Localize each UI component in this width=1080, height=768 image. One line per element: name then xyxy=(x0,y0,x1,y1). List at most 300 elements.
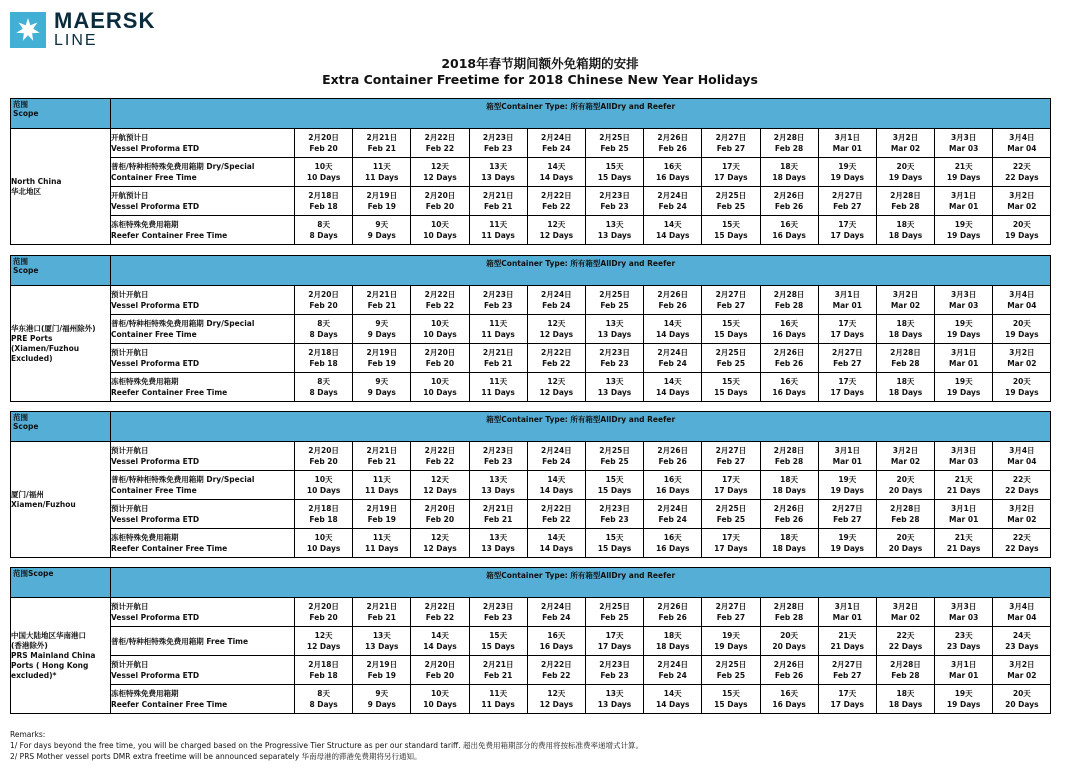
value-cn: 2月28日 xyxy=(773,133,805,142)
value-cn: 2月22日 xyxy=(541,191,572,200)
value-en: 13 Days xyxy=(597,700,632,709)
region-label: PRE Ports xyxy=(11,333,53,343)
region-label: Xiamen/Fuzhou xyxy=(11,499,76,509)
logo-text xyxy=(54,10,155,49)
value-en: Mar 02 xyxy=(1007,515,1037,524)
row-label-line: 预计开航日 xyxy=(111,660,149,669)
value-en: 20 Days xyxy=(772,642,806,651)
value-en: Mar 03 xyxy=(949,301,979,310)
value-cn: 3月2日 xyxy=(1009,660,1035,669)
value-cell xyxy=(876,315,934,344)
value-cell xyxy=(993,158,1051,187)
value-cn: 20天 xyxy=(896,533,915,542)
row-label-line: Reefer Container Free Time xyxy=(111,231,228,240)
value-cn: 13天 xyxy=(605,689,624,698)
remark-item: 1/ For days beyond the free time, you will be charged based on the Progressive Tier Structure as per our standard tariff. 超出免费用箱期部分的费用将按标准费率递增式计算。 xyxy=(10,741,643,750)
region-label: (Xiamen/Fuzhou xyxy=(11,343,80,353)
row-label xyxy=(111,685,295,714)
value-cell xyxy=(585,216,643,245)
value-cell xyxy=(353,373,411,402)
value-en: 11 Days xyxy=(481,231,515,240)
region-label: 华东港口(厦门/福州除外) xyxy=(11,323,96,333)
value-cell xyxy=(353,315,411,344)
value-cn: 2月23日 xyxy=(482,602,514,611)
value-cell xyxy=(760,529,818,558)
value-en: 15 Days xyxy=(481,642,515,651)
value-cell xyxy=(411,529,469,558)
value-cn: 16天 xyxy=(663,475,682,484)
value-cell xyxy=(295,158,353,187)
value-cell xyxy=(876,158,934,187)
row-label-line: 预计开航日 xyxy=(111,348,149,357)
value-cell xyxy=(469,627,527,656)
row-label-line: Vessel Proforma ETD xyxy=(111,359,200,368)
title-english: Extra Container Freetime for 2018 Chinese New Year Holidays xyxy=(322,72,758,87)
value-cn: 17天 xyxy=(838,689,857,698)
scope-header-cell xyxy=(11,412,111,442)
value-cn: 17天 xyxy=(721,533,740,542)
value-cell xyxy=(295,685,353,714)
value-cell xyxy=(818,442,876,471)
value-cn: 2月18日 xyxy=(308,191,339,200)
value-cn: 14天 xyxy=(547,533,566,542)
value-en: 15 Days xyxy=(714,330,748,339)
value-cell xyxy=(818,373,876,402)
scope-label: 范围 xyxy=(13,257,28,266)
table-row xyxy=(11,598,1051,627)
value-en: 9 Days xyxy=(367,388,396,397)
value-cell xyxy=(993,471,1051,500)
value-cell xyxy=(644,315,702,344)
value-cell xyxy=(935,373,993,402)
value-cn: 2月23日 xyxy=(599,660,630,669)
value-en: 11 Days xyxy=(481,388,515,397)
value-en: Feb 21 xyxy=(367,457,396,466)
value-cn: 2月25日 xyxy=(715,191,747,200)
container-type-header: 箱型Container Type: 所有箱型AllDry and Reefer xyxy=(111,99,1051,129)
value-cn: 19天 xyxy=(838,533,857,542)
value-cell xyxy=(702,627,760,656)
value-en: 18 Days xyxy=(888,700,923,709)
value-cn: 23天 xyxy=(954,631,973,640)
value-cn: 2月23日 xyxy=(482,290,514,299)
value-cn: 2月27日 xyxy=(715,290,747,299)
value-cn: 15天 xyxy=(489,631,508,640)
value-en: 19 Days xyxy=(946,173,981,182)
value-cn: 14天 xyxy=(663,220,682,229)
value-en: 8 Days xyxy=(309,231,338,240)
value-en: Feb 27 xyxy=(716,144,746,153)
value-cell xyxy=(411,442,469,471)
value-cn: 16天 xyxy=(547,631,566,640)
value-cell xyxy=(295,344,353,373)
value-en: 12 Days xyxy=(539,231,574,240)
value-cn: 2月28日 xyxy=(890,191,921,200)
row-label-line: 普柜/特种柜特殊免费用箱期 Dry/Special xyxy=(111,162,255,171)
value-cell xyxy=(585,286,643,315)
value-cell xyxy=(818,158,876,187)
row-label-line: 冻柜特殊免费用箱期 xyxy=(111,689,179,698)
value-cell xyxy=(818,685,876,714)
value-cn: 2月26日 xyxy=(657,290,689,299)
region-cell xyxy=(11,286,111,402)
value-cn: 10天 xyxy=(431,377,449,386)
value-en: Feb 23 xyxy=(483,613,513,622)
value-cell xyxy=(644,216,702,245)
value-cn: 16天 xyxy=(780,220,799,229)
value-en: 14 Days xyxy=(539,486,574,495)
value-en: Feb 23 xyxy=(600,515,629,524)
value-cn: 2月21日 xyxy=(482,191,514,200)
row-label-line: Vessel Proforma ETD xyxy=(111,202,200,211)
value-cn: 2月26日 xyxy=(773,504,805,513)
value-cell xyxy=(411,129,469,158)
value-en: Mar 02 xyxy=(890,301,921,310)
value-en: 18 Days xyxy=(655,642,690,651)
value-cell xyxy=(760,344,818,373)
value-cell xyxy=(702,656,760,685)
table-row xyxy=(11,627,1051,656)
value-cell xyxy=(818,315,876,344)
value-en: 18 Days xyxy=(772,173,806,182)
value-cn: 3月3日 xyxy=(950,133,977,142)
value-cn: 18天 xyxy=(896,377,915,386)
value-en: Feb 20 xyxy=(425,515,455,524)
value-en: 19 Days xyxy=(830,544,865,553)
value-en: 16 Days xyxy=(772,231,806,240)
value-cn: 2月25日 xyxy=(715,660,747,669)
row-label-line: 预计开航日 xyxy=(111,504,149,513)
value-en: Mar 01 xyxy=(832,144,862,153)
row-label xyxy=(111,373,295,402)
value-cn: 17天 xyxy=(838,319,857,328)
value-en: Feb 19 xyxy=(367,202,396,211)
value-cell xyxy=(411,627,469,656)
table-row xyxy=(11,344,1051,373)
value-cell xyxy=(644,344,702,373)
value-en: Mar 03 xyxy=(949,144,979,153)
scope-header-row xyxy=(11,99,1051,129)
value-cn: 3月3日 xyxy=(950,446,977,455)
value-cn: 12天 xyxy=(547,220,566,229)
value-cn: 2月28日 xyxy=(890,504,921,513)
value-cn: 11天 xyxy=(489,319,508,328)
value-en: 11 Days xyxy=(365,173,399,182)
region-label: 华北地区 xyxy=(11,186,41,196)
value-cn: 17天 xyxy=(605,631,624,640)
value-en: 12 Days xyxy=(306,642,341,651)
value-cell xyxy=(935,471,993,500)
value-cell xyxy=(876,187,934,216)
value-en: Feb 20 xyxy=(309,457,338,466)
row-label-line: Reefer Container Free Time xyxy=(111,544,228,553)
scope-header-cell xyxy=(11,99,111,129)
value-en: Feb 25 xyxy=(600,144,629,153)
value-cell xyxy=(295,500,353,529)
value-cn: 2月22日 xyxy=(541,348,572,357)
value-cell xyxy=(585,442,643,471)
value-cn: 2月26日 xyxy=(657,446,689,455)
value-cell xyxy=(295,529,353,558)
region-cell xyxy=(11,598,111,714)
value-cn: 20天 xyxy=(1012,220,1031,229)
value-en: Feb 23 xyxy=(483,301,513,310)
value-en: 10 Days xyxy=(423,231,457,240)
value-cell xyxy=(527,187,585,216)
value-cell xyxy=(876,627,934,656)
value-cell xyxy=(585,685,643,714)
value-cell xyxy=(411,685,469,714)
value-cell xyxy=(935,529,993,558)
value-cn: 20天 xyxy=(896,475,915,484)
value-en: Mar 03 xyxy=(949,457,979,466)
value-en: Feb 24 xyxy=(542,613,571,622)
row-label xyxy=(111,529,295,558)
value-en: 9 Days xyxy=(367,700,396,709)
value-cn: 15天 xyxy=(721,220,740,229)
scope-label: Scope xyxy=(13,266,39,275)
value-cell xyxy=(353,598,411,627)
value-en: 15 Days xyxy=(714,388,748,397)
value-cn: 12天 xyxy=(547,319,566,328)
value-cell xyxy=(353,129,411,158)
row-label-line: 预计开航日 xyxy=(111,446,149,455)
row-label xyxy=(111,656,295,685)
value-cell xyxy=(585,158,643,187)
value-cn: 2月23日 xyxy=(482,446,514,455)
value-cell xyxy=(585,656,643,685)
value-en: 14 Days xyxy=(539,544,574,553)
table-row xyxy=(11,315,1051,344)
value-cell xyxy=(935,598,993,627)
value-cn: 12天 xyxy=(431,533,449,542)
value-cn: 17天 xyxy=(721,475,740,484)
value-cn: 2月24日 xyxy=(657,348,689,357)
value-cell xyxy=(585,344,643,373)
region-label: Excluded) xyxy=(11,353,53,363)
value-cn: 16天 xyxy=(780,689,799,698)
value-en: Feb 18 xyxy=(309,671,338,680)
value-cell xyxy=(411,373,469,402)
region-cell xyxy=(11,442,111,558)
value-cn: 2月27日 xyxy=(715,602,747,611)
value-cn: 11天 xyxy=(372,475,391,484)
value-cell xyxy=(411,187,469,216)
value-cn: 16天 xyxy=(663,162,682,171)
value-cn: 3月2日 xyxy=(892,290,919,299)
value-cell xyxy=(935,685,993,714)
value-cell xyxy=(411,286,469,315)
value-cn: 2月27日 xyxy=(831,348,863,357)
value-cell xyxy=(527,216,585,245)
value-en: 10 Days xyxy=(306,173,341,182)
value-en: 14 Days xyxy=(423,642,457,651)
value-en: 11 Days xyxy=(481,330,515,339)
value-cell xyxy=(935,158,993,187)
value-cn: 15天 xyxy=(605,475,624,484)
value-cell xyxy=(993,627,1051,656)
value-cell xyxy=(527,286,585,315)
value-cell xyxy=(469,529,527,558)
value-en: 18 Days xyxy=(888,231,923,240)
value-en: Feb 22 xyxy=(425,613,455,622)
value-en: Feb 25 xyxy=(600,457,629,466)
value-en: Feb 19 xyxy=(367,359,396,368)
value-cn: 10天 xyxy=(431,689,449,698)
seven-point-star-icon xyxy=(10,12,46,48)
value-cn: 2月27日 xyxy=(831,660,863,669)
value-cn: 2月18日 xyxy=(308,504,339,513)
maersk-logo xyxy=(10,10,155,49)
value-cell xyxy=(585,187,643,216)
value-cn: 2月27日 xyxy=(715,133,747,142)
value-cell xyxy=(993,529,1051,558)
value-cell xyxy=(469,158,527,187)
value-cell xyxy=(295,216,353,245)
value-en: 19 Days xyxy=(946,231,981,240)
value-en: Feb 24 xyxy=(658,671,687,680)
value-cn: 12天 xyxy=(314,631,333,640)
remarks xyxy=(10,729,643,762)
value-en: 21 Days xyxy=(946,486,981,495)
value-en: 13 Days xyxy=(597,330,632,339)
table-row xyxy=(11,129,1051,158)
value-cn: 2月22日 xyxy=(541,504,572,513)
value-cell xyxy=(702,529,760,558)
value-cn: 9天 xyxy=(375,220,389,229)
value-cn: 11天 xyxy=(372,162,391,171)
row-label-line: Vessel Proforma ETD xyxy=(111,613,200,622)
value-en: 19 Days xyxy=(946,330,981,339)
value-en: Feb 26 xyxy=(658,301,687,310)
value-cell xyxy=(469,685,527,714)
value-cell xyxy=(935,656,993,685)
region-label: 厦门/福州 xyxy=(11,489,44,499)
value-en: Feb 18 xyxy=(309,202,338,211)
value-cn: 2月22日 xyxy=(424,133,456,142)
value-cell xyxy=(818,129,876,158)
value-cn: 19天 xyxy=(954,220,973,229)
table-row xyxy=(11,471,1051,500)
scope-header-row xyxy=(11,568,1051,598)
value-cn: 2月24日 xyxy=(541,133,572,142)
value-cn: 18天 xyxy=(780,475,799,484)
value-cn: 2月23日 xyxy=(599,348,630,357)
value-en: Feb 22 xyxy=(542,671,571,680)
value-cn: 2月26日 xyxy=(657,602,689,611)
value-cell xyxy=(876,129,934,158)
value-cell xyxy=(818,529,876,558)
value-en: Mar 04 xyxy=(1007,457,1037,466)
value-cn: 8天 xyxy=(317,319,330,328)
scope-header-cell xyxy=(11,568,111,598)
value-en: 11 Days xyxy=(365,544,399,553)
value-cell xyxy=(295,286,353,315)
value-en: Mar 02 xyxy=(1007,671,1037,680)
value-cn: 15天 xyxy=(605,162,624,171)
value-en: Feb 27 xyxy=(716,457,746,466)
value-cn: 20天 xyxy=(1012,319,1031,328)
value-en: Feb 28 xyxy=(774,613,804,622)
value-en: 16 Days xyxy=(655,486,690,495)
value-en: Feb 22 xyxy=(425,301,455,310)
value-cn: 12天 xyxy=(547,377,566,386)
value-cell xyxy=(527,471,585,500)
value-cn: 18天 xyxy=(780,533,799,542)
value-cn: 24天 xyxy=(1012,631,1031,640)
title-chinese: 2018年春节期间额外免箱期的安排 xyxy=(441,56,639,71)
value-en: 17 Days xyxy=(714,173,748,182)
value-cn: 9天 xyxy=(375,377,389,386)
value-cell xyxy=(469,471,527,500)
value-cell xyxy=(353,471,411,500)
scope-label: 范围 xyxy=(13,413,28,422)
value-cn: 13天 xyxy=(489,475,508,484)
value-cn: 17天 xyxy=(721,162,740,171)
value-cell xyxy=(876,373,934,402)
value-en: Mar 02 xyxy=(890,613,921,622)
value-cn: 2月28日 xyxy=(773,602,805,611)
scope-label: Scope xyxy=(13,109,39,118)
value-cell xyxy=(818,471,876,500)
value-cn: 2月27日 xyxy=(715,446,747,455)
value-cn: 3月1日 xyxy=(834,446,860,455)
value-cell xyxy=(876,500,934,529)
value-cn: 13天 xyxy=(372,631,391,640)
value-cn: 2月20日 xyxy=(308,602,339,611)
value-cn: 2月23日 xyxy=(599,191,630,200)
value-cell xyxy=(760,286,818,315)
value-cn: 3月2日 xyxy=(1009,191,1035,200)
value-en: 13 Days xyxy=(597,231,632,240)
value-cell xyxy=(644,598,702,627)
value-en: 21 Days xyxy=(830,642,865,651)
value-cn: 11天 xyxy=(372,533,391,542)
value-cell xyxy=(644,158,702,187)
value-cell xyxy=(644,627,702,656)
value-cell xyxy=(353,286,411,315)
value-en: Feb 25 xyxy=(600,613,629,622)
value-en: 16 Days xyxy=(655,173,690,182)
value-cn: 10天 xyxy=(431,220,449,229)
value-cn: 2月25日 xyxy=(599,446,630,455)
value-cell xyxy=(760,685,818,714)
value-cn: 18天 xyxy=(896,319,915,328)
value-cell xyxy=(411,315,469,344)
value-en: 17 Days xyxy=(714,486,748,495)
value-cell xyxy=(760,598,818,627)
value-cn: 2月20日 xyxy=(424,348,456,357)
value-en: Feb 20 xyxy=(425,671,455,680)
value-en: 21 Days xyxy=(946,544,981,553)
value-en: 10 Days xyxy=(306,544,341,553)
value-cn: 13天 xyxy=(605,319,624,328)
value-cell xyxy=(353,158,411,187)
value-cell xyxy=(993,373,1051,402)
brand-name: MAERSK xyxy=(54,8,156,33)
value-en: Feb 25 xyxy=(600,301,629,310)
row-label xyxy=(111,286,295,315)
value-cn: 2月24日 xyxy=(657,191,689,200)
value-en: 19 Days xyxy=(830,486,865,495)
value-en: Feb 26 xyxy=(658,144,687,153)
value-cell xyxy=(935,187,993,216)
value-en: 12 Days xyxy=(423,544,457,553)
value-en: Feb 27 xyxy=(833,671,862,680)
row-label-line: Vessel Proforma ETD xyxy=(111,515,200,524)
value-cn: 22天 xyxy=(1012,475,1031,484)
value-en: 19 Days xyxy=(946,388,981,397)
